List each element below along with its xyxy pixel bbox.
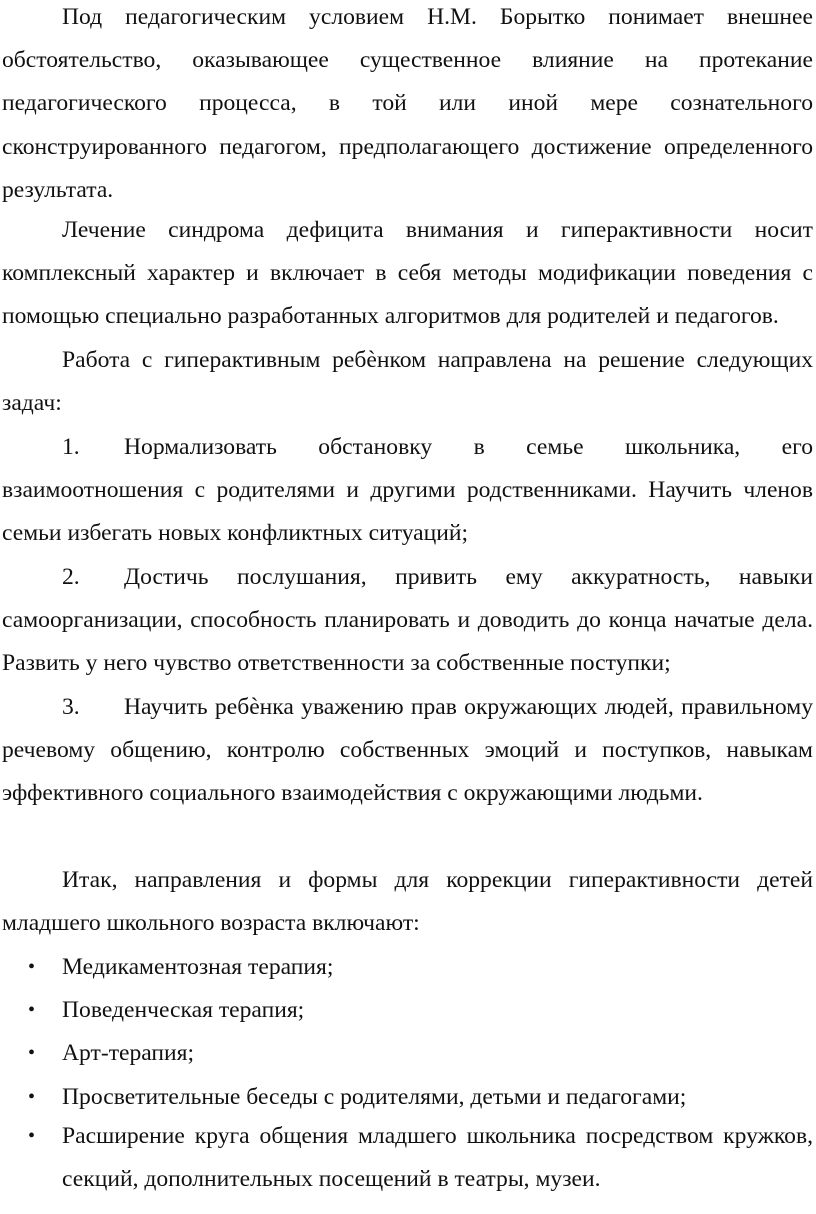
bullet-icon: • [28,1042,36,1065]
paragraph-conditions-definition: Под педагогическим условием Н.М. Борытко понимает внешнее обстоятельство, оказывающее существенное влияние на протекание педагогического процесса, в той или иной мере сознательного сконструированного педагогом, предполагающего достижение определенного результата. [2,4,813,203]
list-item [0,1115,813,1201]
list-item-text: Поведенческая терапия; [62,997,305,1024]
paragraph-treatment: Лечение синдрома дефицита внимания и гиперактивности носит комплексный характер и включает в себя методы модификации поведения с помощью специально разработанных алгоритмов для родителей и педагогов. [2,217,813,330]
task-text: Достичь послушания, привить ему аккуратность, навыки самоорганизации, способность планировать и доводить до конца начатые дела. Развить у него чувство ответственности за собственные поступки; [2,564,813,677]
bullet-icon: • [28,1124,36,1147]
task-text: Научить ребѐнка уважению прав окружающих людей, правильному речевому общению, контролю собственных эмоций и поступков, навыкам эффективного социального взаимодействия с окружающими людьми. [2,694,813,807]
task-number: 2. [62,564,80,590]
list-item-text: Расширение круга общения младшего школьника посредством кружков, секций, дополнительных посещений в театры, музеи. [62,1122,813,1193]
paragraph-summary: Итак, направления и формы для коррекции гиперактивности детей младшего школьного возраста включают: [2,867,813,937]
list-item [0,989,813,1032]
task-number: 3. [62,694,80,720]
list-item [0,1032,813,1075]
list-item [0,946,813,989]
list-item [0,1076,813,1119]
task-text: Нормализовать обстановку в семье школьника, его взаимоотношения с родителями и другими родственниками. Научить членов семьи избегать новых конфликтных ситуаций; [2,434,813,547]
task-item-1 [2,426,813,556]
bullet-icon: • [28,956,36,978]
correction-methods-list [0,946,813,1201]
bullet-icon: • [28,1085,36,1108]
list-item-text: Арт-терапия; [62,1040,195,1067]
list-item-text: Медикаментозная терапия; [62,954,334,980]
task-number: 1. [62,434,80,460]
task-item-2 [2,556,813,686]
bullet-icon: • [28,999,36,1022]
paragraph-tasks-intro: Работа с гиперактивным ребѐнком направлена на решение следующих задач: [2,347,813,417]
list-item-text: Просветительные беседы с родителями, детьми и педагогами; [62,1083,687,1110]
task-item-3 [2,686,813,816]
